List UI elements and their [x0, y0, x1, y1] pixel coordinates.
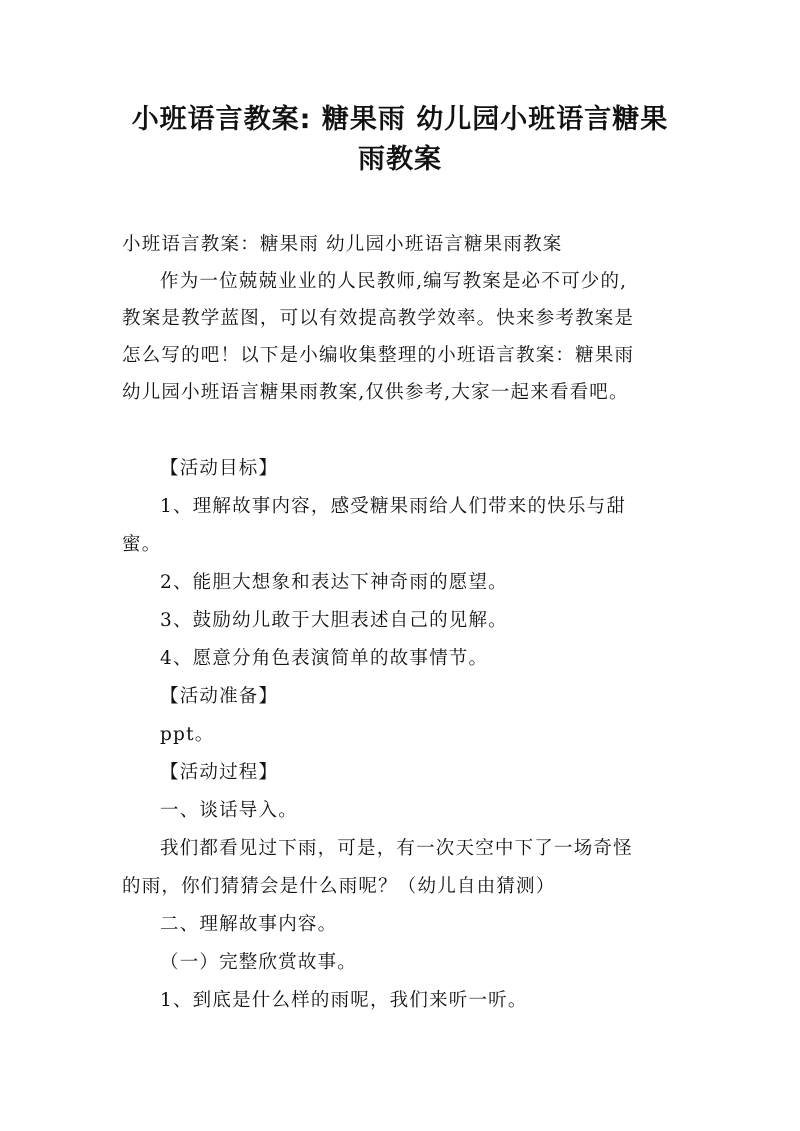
goal-2: 2、能胆大想象和表达下神奇雨的愿望。	[160, 572, 508, 593]
section-heading-process: 【活动过程】	[160, 762, 279, 783]
process-step-1-line-2: 的雨，你们猜猜会是什么雨呢？（幼儿自由猜测）	[122, 876, 556, 897]
process-step-1-heading: 一、谈话导入。	[160, 800, 298, 821]
process-step-2-heading: 二、理解故事内容。	[160, 914, 338, 935]
subtitle-line: 小班语言教案：糖果雨 幼儿园小班语言糖果雨教案	[122, 234, 563, 255]
process-substep-heading: （一）完整欣赏故事。	[160, 952, 358, 973]
goal-1-line-2: 蜜。	[122, 534, 162, 555]
process-step-1-line-1: 我们都看见过下雨，可是，有一次天空中下了一场奇怪	[160, 838, 633, 859]
intro-line-3: 怎么写的吧！以下是小编收集整理的小班语言教案：糖果雨	[122, 345, 635, 366]
section-heading-goals: 【活动目标】	[160, 458, 279, 479]
preparation-item: ppt。	[160, 724, 215, 745]
goal-3: 3、鼓励幼儿敢于大胆表述自己的见解。	[160, 610, 508, 631]
process-substep-1: 1、到底是什么样的雨呢，我们来听一听。	[160, 990, 528, 1011]
section-heading-preparation: 【活动准备】	[160, 686, 279, 707]
intro-line-1: 作为一位兢兢业业的人民教师,编写教案是必不可少的,	[160, 271, 628, 292]
document-title-line-1: 小班语言教案: 糖果雨 幼儿园小班语言糖果	[131, 104, 669, 135]
document-title-line-2: 雨教案	[358, 144, 442, 175]
goal-1-line-1: 1、理解故事内容，感受糖果雨给人们带来的快乐与甜	[160, 496, 627, 517]
intro-line-2: 教案是教学蓝图，可以有效提高教学效率。快来参考教案是	[122, 308, 635, 329]
intro-line-4: 幼儿园小班语言糖果雨教案,仅供参考,大家一起来看看吧。	[122, 382, 629, 403]
goal-4: 4、愿意分角色表演简单的故事情节。	[160, 648, 489, 669]
